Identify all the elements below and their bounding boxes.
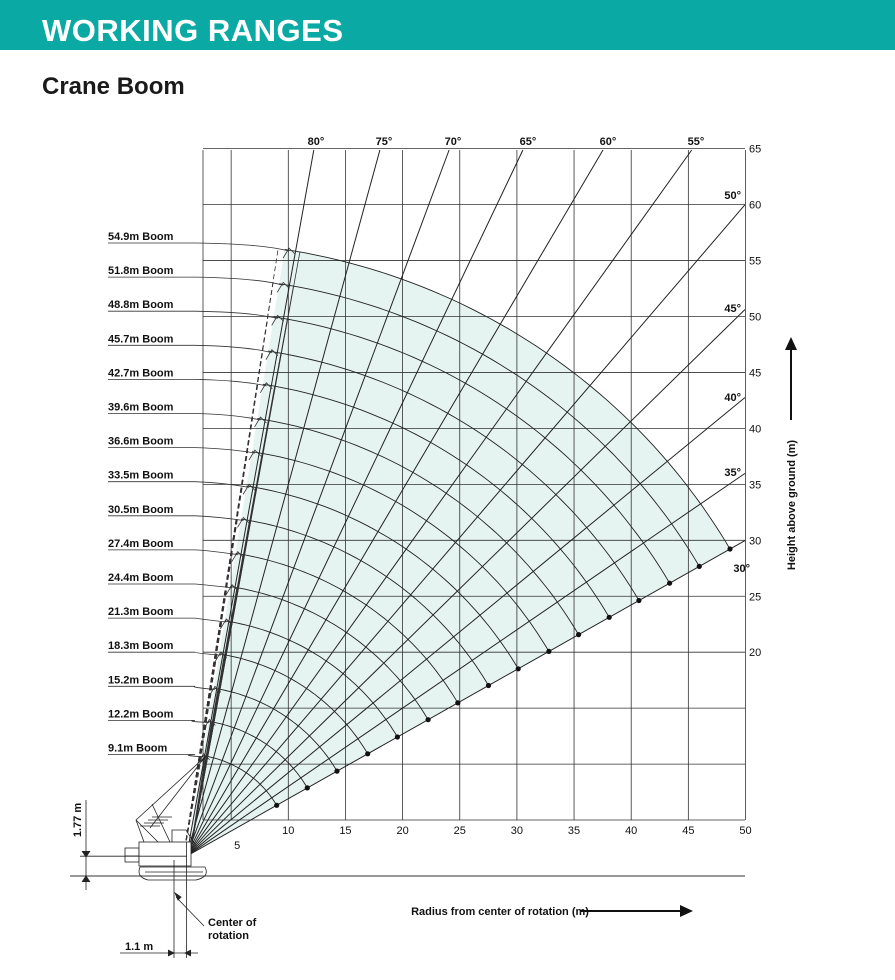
dimension-arrow [185, 950, 191, 956]
boom-length-label: 45.7m Boom [108, 333, 174, 346]
x-tick-label: 35 [567, 825, 581, 837]
boom-label-leader [108, 379, 266, 385]
boom-label-leader [108, 277, 283, 285]
crane-counterweight [125, 848, 139, 862]
boom-label-leader [108, 550, 238, 555]
boom-length-label: 42.7m Boom [108, 367, 174, 380]
y-tick-label: 60 [749, 199, 762, 212]
crane-gantry [136, 820, 144, 842]
y-axis-arrow-head [785, 337, 797, 350]
pivot-offset-label: 1.1 m [125, 941, 154, 953]
center-label-line2: rotation [208, 930, 249, 942]
y-tick-label: 25 [749, 591, 762, 604]
boom-tip-dot [395, 734, 400, 739]
boom-tip-dot [576, 632, 581, 637]
boom-tip-dot [305, 785, 310, 790]
boom-label-leader [108, 755, 204, 757]
x-tick-label: 10 [282, 825, 295, 837]
pivot-height-label: 1.77 m [72, 802, 84, 838]
x-axis-label: Radius from center of rotation (m) [411, 906, 589, 918]
y-tick-label: 40 [749, 423, 762, 436]
boom-angle-label: 50° [724, 190, 741, 202]
boom-length-label: 18.3m Boom [108, 640, 174, 653]
boom-tip-dot [727, 546, 732, 551]
boom-length-label: 54.9m Boom [108, 231, 174, 243]
boom-angle-label: 55° [687, 136, 705, 148]
x-tick-label: 40 [625, 825, 638, 837]
boom-length-label: 36.6m Boom [108, 435, 174, 448]
boom-tip-dot [607, 615, 612, 620]
boom-angle-label: 65° [519, 136, 537, 148]
boom-tip-dot [516, 666, 521, 671]
boom-length-label: 51.8m Boom [108, 265, 174, 278]
x-tick-label: 15 [339, 825, 352, 837]
boom-label-leader [108, 686, 215, 689]
y-tick-label: 65 [749, 143, 762, 156]
boom-angle-label: 35° [724, 467, 741, 479]
boom-length-label: 15.2m Boom [108, 674, 174, 687]
boom-tip-dot [486, 683, 491, 688]
boom-length-label: 12.2m Boom [108, 708, 174, 721]
boom-tip-dot [274, 803, 279, 808]
boom-label-leader [108, 516, 244, 521]
boom-tip-dot [426, 717, 431, 722]
y-tick-label: 45 [749, 367, 762, 380]
working-range-area [187, 249, 730, 856]
x-tick-label: 20 [396, 825, 409, 837]
boom-tip-dot [667, 581, 672, 586]
boom-label-leader [108, 414, 261, 421]
crane-crawler [139, 867, 206, 880]
boom-label-leader [108, 584, 232, 588]
y-tick-label: 55 [749, 255, 762, 268]
boom-angle-label: 60° [599, 136, 617, 148]
boom-length-label: 9.1m Boom [108, 742, 168, 755]
x-tick-label: 25 [453, 825, 466, 837]
center-leader [176, 897, 204, 926]
dimension-arrow [82, 876, 90, 882]
boom-tip-dot [455, 700, 460, 705]
boom-label-leader [108, 448, 255, 454]
x-tick-label: 50 [739, 825, 752, 837]
x-tick-label: 5 [234, 840, 241, 852]
x-axis-arrow-head [680, 905, 693, 917]
boom-tip-dot [697, 564, 702, 569]
x-tick-label: 30 [510, 825, 524, 837]
y-tick-label: 50 [749, 311, 762, 324]
boom-angle-label: 70° [444, 136, 462, 148]
boom-label-leader [108, 243, 289, 251]
boom-angle-label: 75° [375, 136, 393, 148]
center-label-line1: Center of [208, 917, 257, 929]
boom-length-label: 21.3m Boom [108, 606, 174, 619]
boom-tip-dot [546, 649, 551, 654]
boom-length-label: 33.5m Boom [108, 469, 174, 482]
boom-length-label: 30.5m Boom [108, 503, 174, 516]
boom-length-label: 24.4m Boom [108, 572, 174, 584]
boom-angle-label: 40° [724, 392, 741, 404]
boom-label-leader [108, 482, 249, 488]
boom-label-leader [108, 345, 272, 352]
crane-body [139, 842, 191, 866]
page-subtitle: Crane Boom [42, 73, 185, 100]
boom-tip-dot [636, 598, 641, 603]
dimension-arrow [168, 950, 174, 956]
boom-angle-label: 30° [733, 563, 750, 575]
boom-angle-label: 80° [307, 136, 325, 148]
y-tick-label: 20 [749, 647, 762, 660]
y-tick-label: 35 [749, 479, 762, 492]
boom-label-leader [108, 311, 278, 318]
boom-length-label: 39.6m Boom [108, 401, 174, 414]
boom-tip-dot [365, 751, 370, 756]
boom-label-leader [108, 652, 221, 655]
boom-length-label: 48.8m Boom [108, 299, 174, 312]
boom-label-leader [108, 618, 226, 622]
y-tick-label: 30 [749, 535, 762, 548]
boom-length-label: 27.4m Boom [108, 537, 174, 550]
boom-angle-label: 45° [724, 303, 741, 315]
y-axis-label: Height above ground (m) [786, 439, 798, 571]
center-leader-arrow [175, 893, 181, 900]
x-tick-label: 45 [682, 825, 695, 837]
boom-tip-dot [334, 769, 339, 774]
banner-title: WORKING RANGES [42, 13, 344, 48]
boom-label-leader [108, 720, 209, 722]
